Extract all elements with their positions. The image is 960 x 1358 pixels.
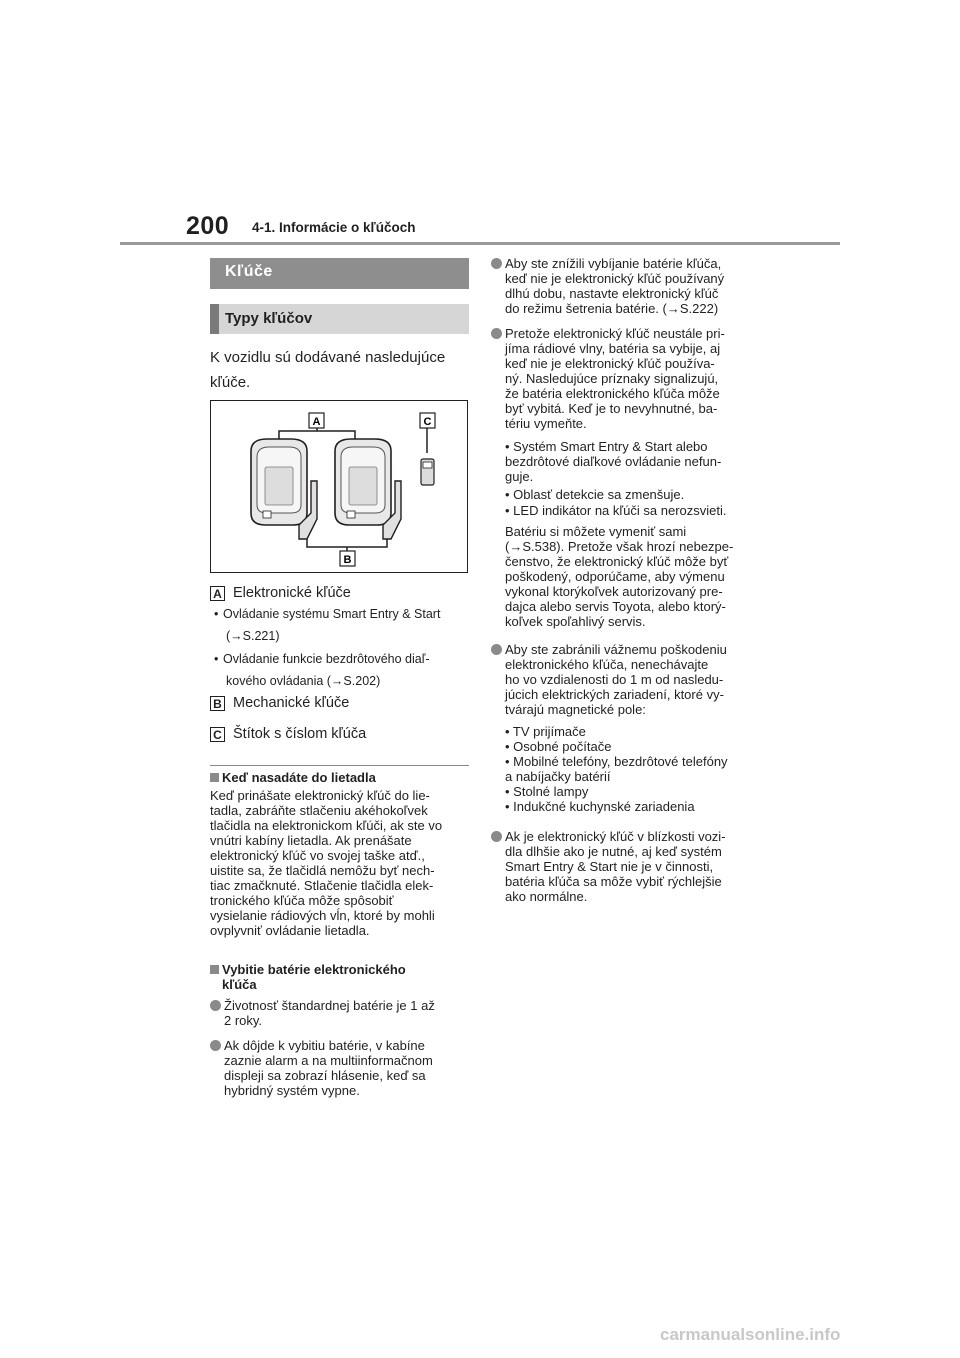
- banner-keys: Kľúče: [210, 258, 469, 289]
- square-bullet-icon: [210, 965, 219, 974]
- heading-airplane: Keď nasadáte do lietadla: [210, 770, 376, 785]
- legend-b: [210, 695, 349, 711]
- airplane-paragraph: Keď prinášate elektronický kľúč do lie- tadla, zabráňte stlačeniu akéhokoľvek tlačidla na elektronickom kľúči, ak ste vo vnútri kabíny lietadla. Ak prenášate elektronický kľúč vo svojej taške atď., uistite sa, že tlačidlá nemôžu byť nech- tiac zmačknuté. Stlačenie tlačidla elek- tronického kľúča môže spôsobiť vysielanie rádiových vĺn, ktoré by mohli ovplyvniť ovládanie lietadla.: [210, 788, 443, 938]
- circle-bullet-icon: [491, 831, 502, 842]
- figure-label-a: A: [312, 416, 321, 428]
- legend-a-label: Elektronické kľúče: [233, 585, 351, 601]
- battery-saving-text: Aby ste znížili vybíjanie batérie kľúča, keď nie je elektronický kľúč používaný dlhú dobu, nastavte elektronický kľúč do režimu šetrenia batérie. (→S.222): [505, 256, 725, 316]
- legend-a-bullet-2: • Ovládanie funkcie bezdrôtového diaľ- kového ovládania (→S.202): [214, 652, 430, 688]
- bracket-b: [307, 539, 387, 547]
- magnetic-warning-text: Aby ste zabránili vážnemu poškodeniu elektronického kľúča, nenechávajte ho vo vzdialenosti do 1 m od nasledu- júcich elektrických zariadení, ktoré vy- tvárajú magnetické pole:: [505, 642, 727, 717]
- circle-bullet-icon: [210, 1000, 221, 1011]
- watermark: carmanualsonline.info: [660, 1325, 841, 1344]
- battery-life-text: Životnosť štandardnej batérie je 1 až 2 roky.: [224, 998, 435, 1028]
- legend-b-box: B: [210, 696, 225, 711]
- figure-label-c: C: [423, 416, 432, 428]
- header-divider: [120, 242, 840, 245]
- circle-bullet-icon: [210, 1040, 221, 1051]
- figure-label-b: B: [343, 554, 352, 566]
- electronic-key-1: [251, 439, 307, 525]
- legend-c-label: Štítok s číslom kľúča: [233, 726, 367, 742]
- subsection-divider: [210, 765, 469, 766]
- circle-bullet-icon: [491, 258, 502, 269]
- legend-c-box: C: [210, 727, 225, 742]
- circle-bullet-icon: [491, 644, 502, 655]
- banner-key-types: Typy kľúčov: [210, 304, 469, 334]
- battery-alarm-text: Ak dôjde k vybitiu batérie, v kabíne zaznie alarm a na multiinformačnom displeji sa zobrazí hlásenie, keď sa hybridný systém vypne.: [224, 1038, 433, 1098]
- heading-battery-line2: kľúča: [222, 977, 257, 992]
- battery-replace-text: Batériu si môžete vymeniť sami (→S.538). Pretože však hrozí nebezpe- čenstvo, že elektronický kľúč môže byť poškodený, odporúčame, aby výmenu vykonal ktorýkoľvek autorizovaný pre- dajca alebo servis Toyota, alebo ktorý- koľvek spoľahlivý servis.: [505, 524, 734, 629]
- legend-b-label: Mechanické kľúče: [233, 695, 350, 711]
- page-number: 200: [186, 212, 230, 240]
- proximity-drain-text: Ak je elektronický kľúč v blízkosti vozi- dla dlhšie ako je nutné, aj keď systém Smart Entry & Start nie je v činnosti, batéria kľúča sa môže vybiť rýchlejšie ako normálne.: [505, 829, 726, 904]
- heading-battery: Vybitie batérie elektronického: [210, 962, 406, 977]
- legend-a-box: A: [210, 586, 225, 601]
- symptom-list-3: • LED indikátor na kľúči sa nerozsvieti.: [505, 503, 727, 518]
- legend-c: [210, 726, 366, 742]
- square-bullet-icon: [210, 773, 219, 782]
- electronic-key-2: [335, 439, 391, 525]
- section-title: 4-1. Informácie o kľúčoch: [252, 220, 416, 235]
- legend-a-bullet-1: • Ovládanie systému Smart Entry & Start (→S.221): [214, 607, 441, 643]
- symptom-list-2: • Oblasť detekcie sa zmenšuje.: [505, 487, 685, 502]
- battery-drain-text: Pretože elektronický kľúč neustále pri- jíma rádiové vlny, batéria sa vybije, aj keď nie je elektronický kľúč používa- ný. Nasledujúce príznaky signalizujú, že batéria elektronického kľúča môže byť vybitá. Keď je to nevyhnutné, ba- tériu vymeňte.: [505, 326, 725, 431]
- keys-illustration: [210, 400, 468, 573]
- intro-text: K vozidlu sú dodávané nasledujúce kľúče.: [210, 349, 446, 391]
- circle-bullet-icon: [491, 328, 502, 339]
- devices-list: • TV prijímače • Osobné počítače • Mobilné telefóny, bezdrôtové telefóny a nabíjačky batérií • Stolné lampy • Indukčné kuchynské zariadenia: [505, 724, 728, 814]
- legend-a: [210, 585, 351, 601]
- keys-diagram: [211, 401, 467, 572]
- symptom-list-1: • Systém Smart Entry & Start alebo bezdrôtové diaľkové ovládanie nefun- guje.: [505, 439, 722, 484]
